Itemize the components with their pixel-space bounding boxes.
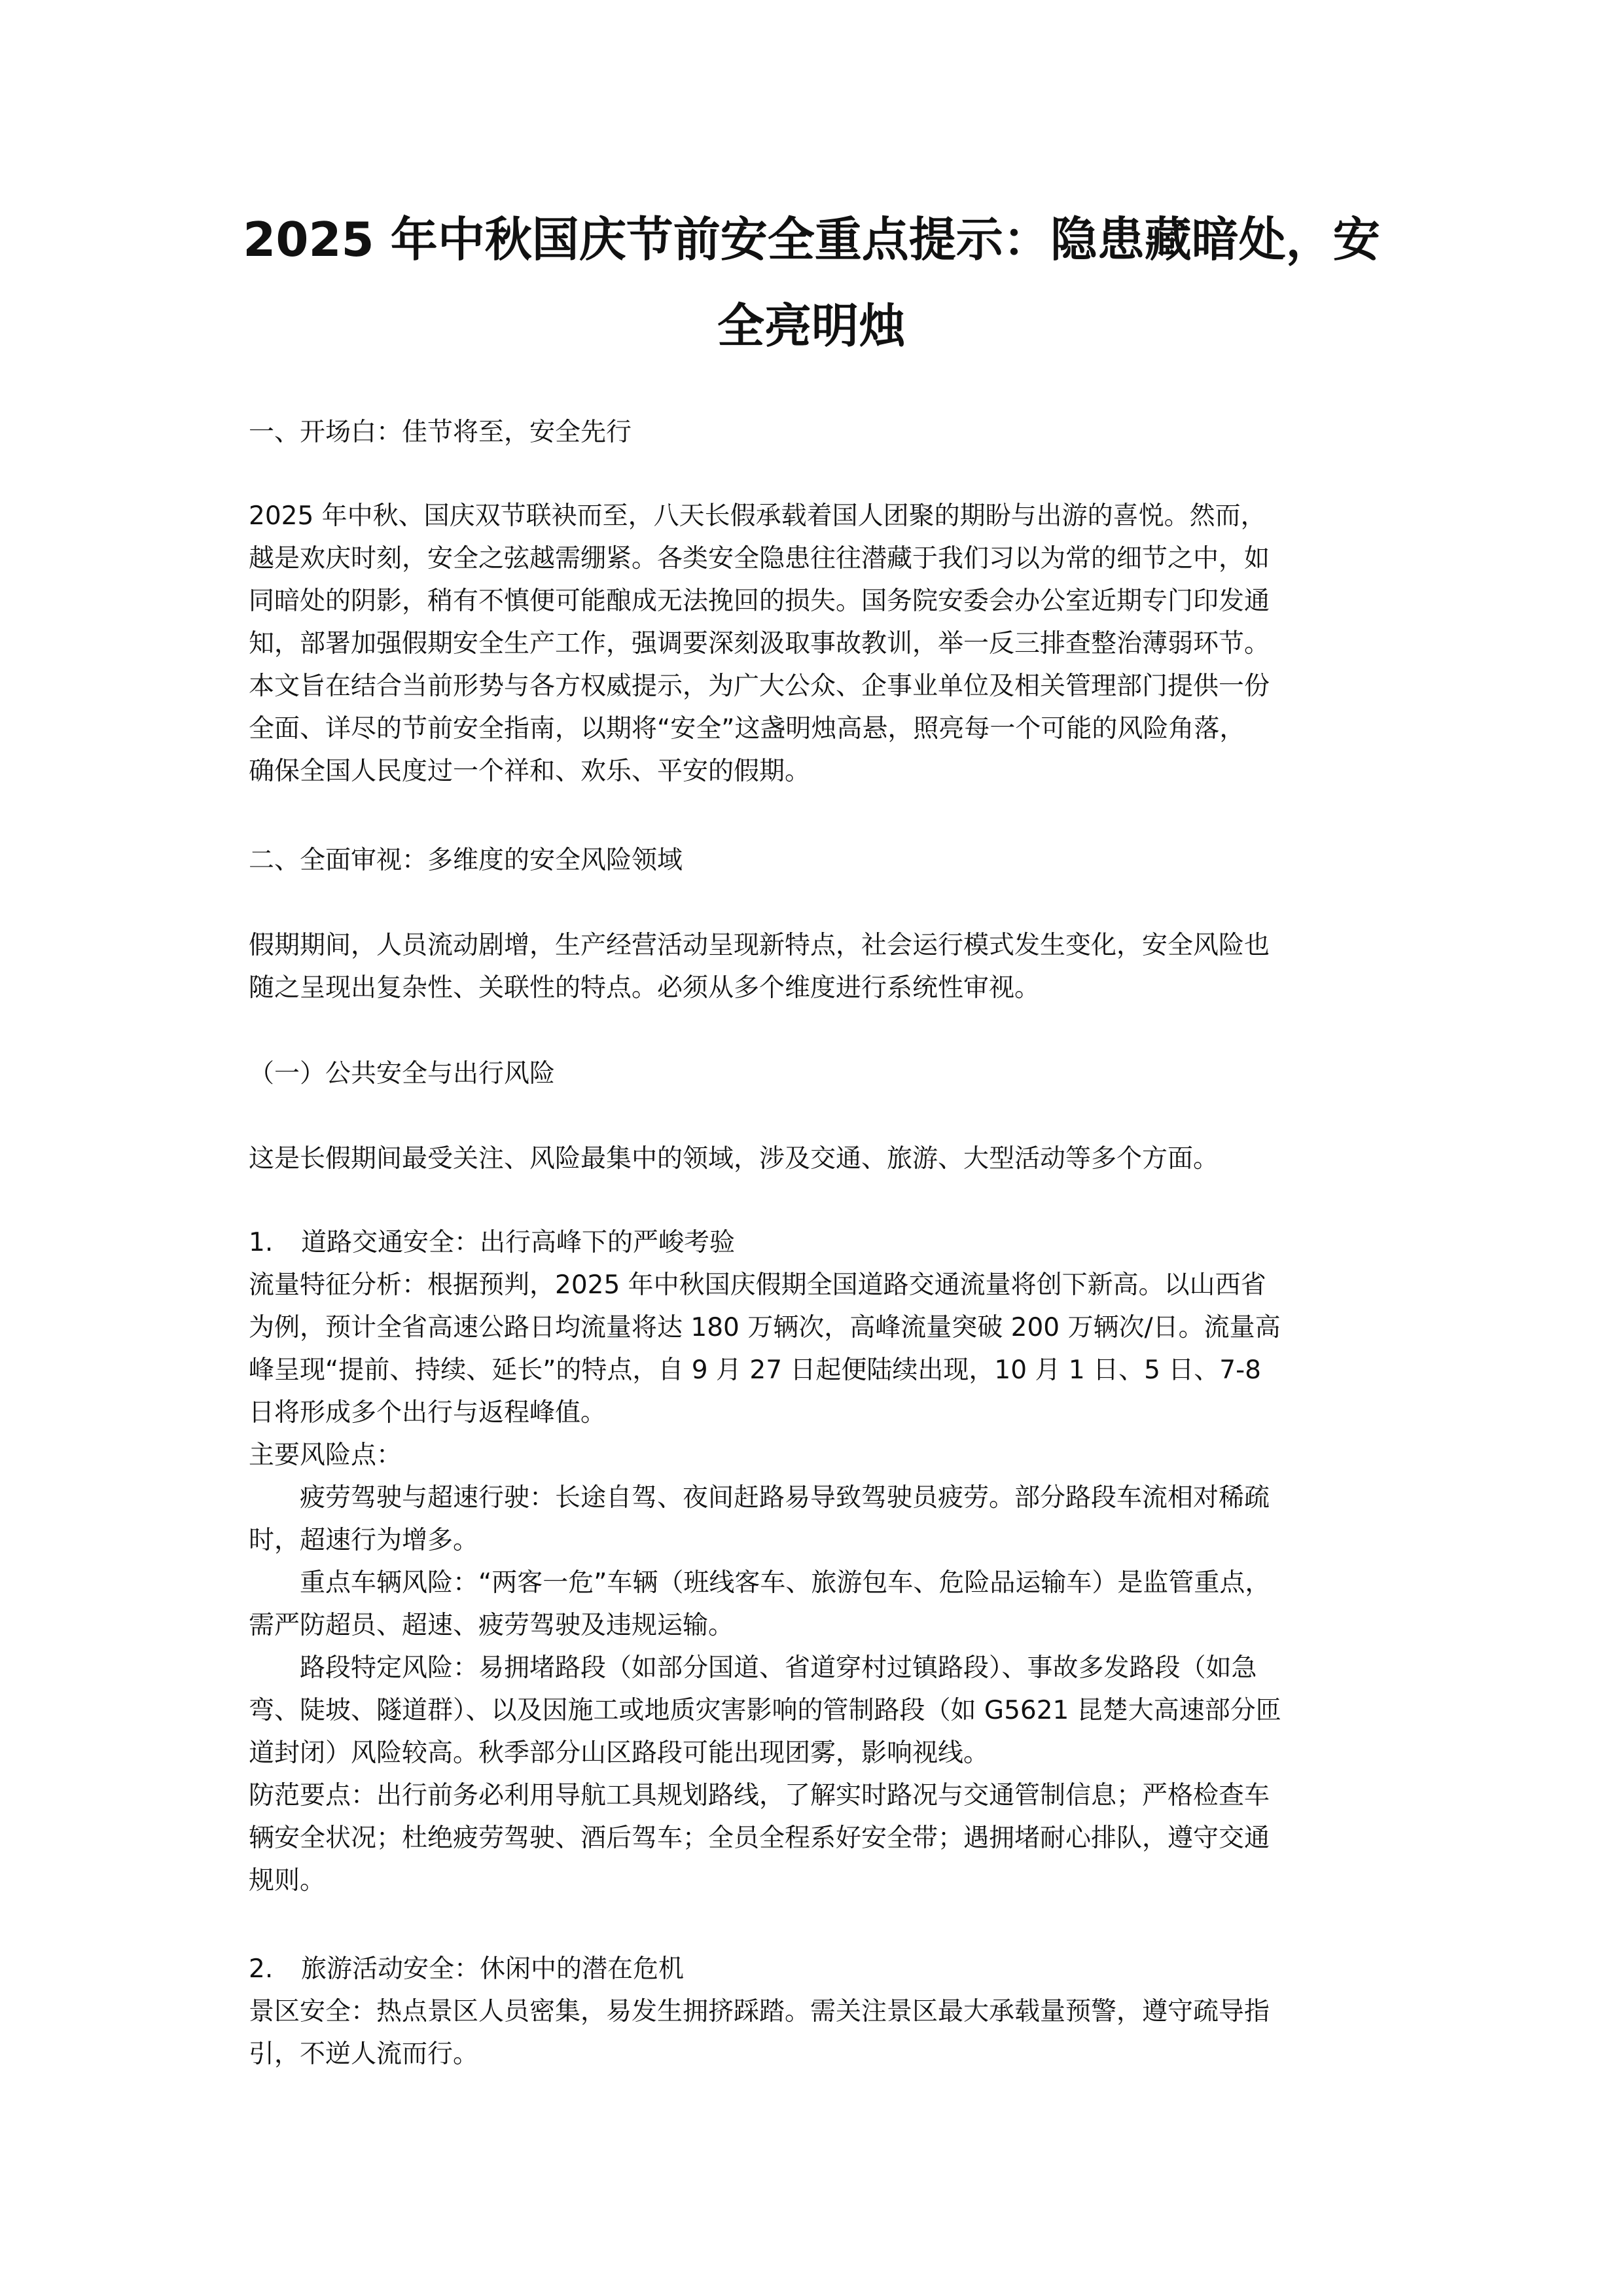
subsection-1-paragraph: 这是长假期间最受关注、风险最集中的领域，涉及交通、旅游、大型活动等多个方面。 [249,1144,1219,1174]
flow-analysis-line: 流量特征分析：根据预判，2025 年中秋国庆假期全国道路交通流量将创下新高。以山西省 [249,1270,1266,1300]
risk-3-line: 弯、陡坡、隧道群）、以及因施工或地质灾害影响的管制路段（如 G5621 昆楚大高速部分匝 [249,1696,1281,1725]
risk-2-line: 重点车辆风险：“两客一危”车辆（班线客车、旅游包车、危险品运输车）是监管重点， [300,1568,1271,1598]
item-2-heading [249,1948,1374,1990]
item-1-heading-text: 道路交通安全：出行高峰下的严峻考验 [301,1228,736,1257]
risk-1-line: 时，超速行为增多。 [249,1526,479,1555]
prevention-line: 辆安全状况；杜绝疲劳驾驶、酒后驾车；全员全程系好安全带；遇拥堵耐心排队，遵守交通 [249,1823,1270,1853]
item-2-tourism [249,1948,1374,2075]
prevention-line: 规则。 [249,1866,326,1895]
document-title [242,196,1381,369]
title-line-2: 全亮明烛 [717,298,906,353]
item-2-number: 2. [249,1954,274,1984]
risk-3-line: 路段特定风险：易拥堵路段（如部分国道、省道穿村过镇路段）、事故多发路段（如急 [300,1653,1257,1683]
title-line-1: 2025 年中秋国庆节前安全重点提示：隐患藏暗处，安 [243,212,1380,267]
section-2-heading: 二、全面审视：多维度的安全风险领域 [249,846,683,875]
scenic-safety-line: 引，不逆人流而行。 [249,2039,479,2069]
item-1-road-traffic [249,1221,1374,1902]
prevention-line: 防范要点：出行前务必利用导航工具规划路线，了解实时路况与交通管制信息；严格检查车 [249,1781,1270,1810]
item-2-heading-text: 旅游活动安全：休闲中的潜在危机 [301,1954,685,1984]
risk-1-line: 疲劳驾驶与超速行驶：长途自驾、夜间赶路易导致驾驶员疲劳。部分路段车流相对稀疏 [300,1483,1270,1513]
section-1-paragraph [249,495,1374,793]
item-1-number: 1. [249,1228,274,1257]
paragraph-line: 越是欢庆时刻，安全之弦越需绷紧。各类安全隐患往往潜藏于我们习以为常的细节之中，如 [249,544,1270,573]
paragraph-line: 随之呈现出复杂性、关联性的特点。必须从多个维度进行系统性审视。 [249,973,1041,1003]
subsection-1-heading: （一）公共安全与出行风险 [249,1059,556,1088]
flow-analysis-line: 为例，预计全省高速公路日均流量将达 180 万辆次，高峰流量突破 200 万辆次/日。流量高 [249,1313,1281,1342]
risk-label: 主要风险点： [249,1441,402,1470]
flow-analysis-line: 日将形成多个出行与返程峰值。 [249,1398,607,1427]
section-2-paragraph [249,924,1374,1009]
paragraph-line: 假期期间，人员流动剧增，生产经营活动呈现新特点，社会运行模式发生变化，安全风险也 [249,931,1270,960]
paragraph-line: 2025 年中秋、国庆双节联袂而至，八天长假承载着国人团聚的期盼与出游的喜悦。然而， [249,501,1266,531]
paragraph-line: 本文旨在结合当前形势与各方权威提示，为广大公众、企事业单位及相关管理部门提供一份 [249,672,1270,701]
paragraph-line: 确保全国人民度过一个祥和、欢乐、平安的假期。 [249,757,811,786]
paragraph-line: 知，部署加强假期安全生产工作，强调要深刻汲取事故教训，举一反三排查整治薄弱环节。 [249,629,1270,658]
flow-analysis-line: 峰呈现“提前、持续、延长”的特点，自 9 月 27 日起便陆续出现，10 月 1 日、5 日、7-8 [249,1355,1261,1385]
paragraph-line: 同暗处的阴影，稍有不慎便可能酿成无法挽回的损失。国务院安委会办公室近期专门印发通 [249,586,1270,616]
item-1-heading [249,1221,1374,1264]
risk-2-line: 需严防超员、超速、疲劳驾驶及违规运输。 [249,1611,734,1640]
paragraph-line: 全面、详尽的节前安全指南，以期将“安全”这盏明烛高悬，照亮每一个可能的风险角落， [249,714,1245,744]
scenic-safety-line: 景区安全：热点景区人员密集，易发生拥挤踩踏。需关注景区最大承载量预警，遵守疏导指 [249,1997,1270,2026]
section-1-heading: 一、开场白：佳节将至，安全先行 [249,418,632,447]
risk-3-line: 道封闭）风险较高。秋季部分山区路段可能出现团雾，影响视线。 [249,1738,990,1768]
